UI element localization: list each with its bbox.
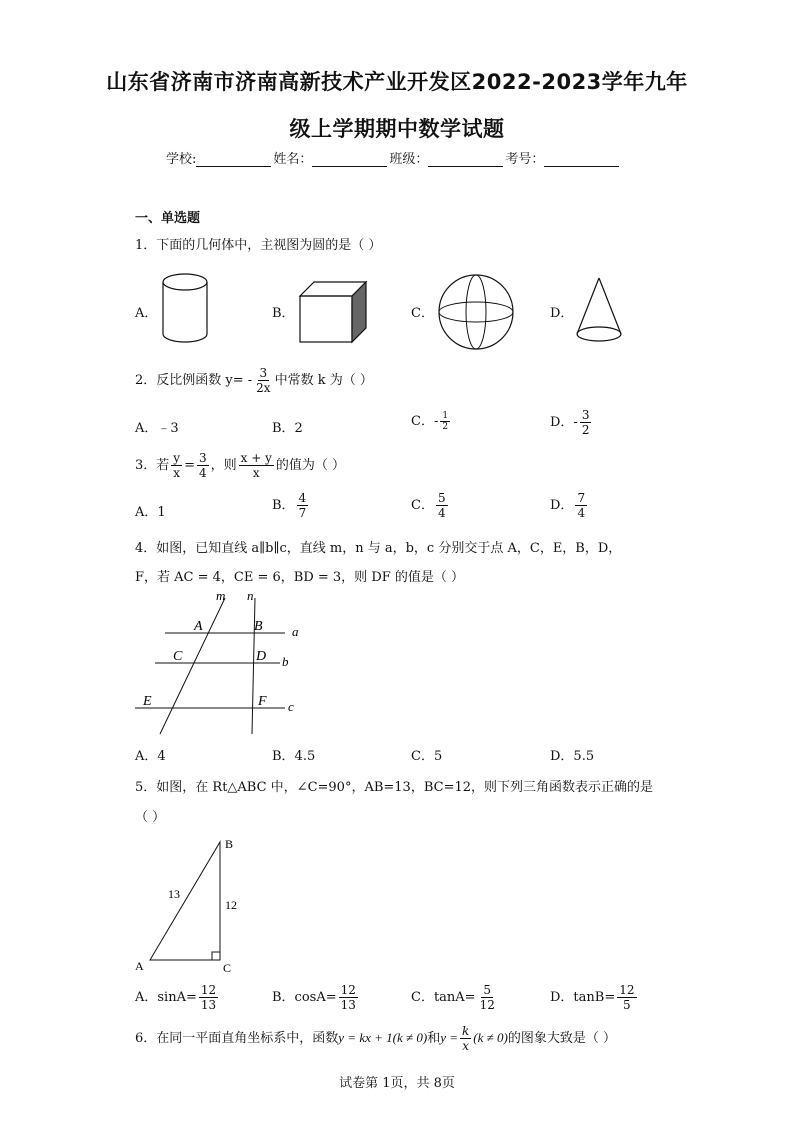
student-info-line (166, 148, 621, 167)
question-5-line2: （ ） (135, 810, 166, 825)
q2-suffix: 中常数 k 为（ ） (274, 373, 373, 388)
exam-number-blank (544, 154, 619, 167)
vertex-C: C (223, 961, 232, 975)
q2-c-den: 2 (442, 422, 449, 432)
q5-option-c-label: C．tanA= (411, 990, 476, 1005)
q5-c-den: 12 (479, 998, 495, 1012)
q6-f2-den: x (462, 1039, 470, 1053)
question-2-stem (135, 366, 373, 395)
right-triangle-figure (130, 832, 250, 977)
q3-f1-den: x (173, 466, 181, 480)
q3-b-frac (297, 491, 309, 520)
side-AB-length: 13 (168, 887, 180, 901)
q5-c-frac (478, 983, 497, 1012)
q2-frac-num: 3 (259, 366, 268, 380)
q2-option-b: B．2 (272, 421, 303, 436)
q5-a-num: 12 (200, 983, 217, 997)
point-C: C (173, 649, 183, 664)
q5-option-d (550, 983, 639, 1012)
question-5-line1: 5．如图，在 Rt△ABC 中，∠C=90°，AB=13，BC=12，则下列三角函数表示正确的是 (135, 780, 654, 795)
q3-b-den: 7 (298, 506, 307, 520)
cylinder-figure (160, 272, 210, 347)
q3-frac-3 (239, 451, 274, 480)
parallel-lines-figure (130, 588, 310, 738)
q1-option-a-label: A． (135, 306, 158, 321)
q3-f2-num: 3 (198, 451, 207, 465)
vertex-B: B (225, 837, 234, 851)
q3-f3-num: x + y (240, 451, 272, 465)
q6-f2-cond: (k ≠ 0) (473, 1030, 508, 1045)
point-E: E (143, 694, 152, 709)
q2-option-d (550, 408, 593, 437)
q5-b-den: 13 (340, 998, 356, 1012)
q4-option-b: B．4.5 (272, 749, 316, 764)
q2-fraction (254, 366, 272, 395)
q6-f2-lhs: y = (440, 1030, 459, 1045)
q3-d-num: 7 (577, 491, 586, 505)
q3-f2-den: 4 (198, 466, 207, 480)
q3-c-den: 4 (437, 506, 446, 520)
q2-option-d-label: D．- (550, 415, 578, 430)
q5-b-frac (339, 983, 358, 1012)
q3-eq: = (184, 458, 195, 473)
q3-option-c (411, 491, 450, 520)
q5-d-frac (617, 983, 636, 1012)
q2-prefix: 2．反比例函数 y= - (135, 373, 253, 388)
q2-c-num: 1 (442, 411, 449, 421)
class-label: 班级： (389, 152, 429, 167)
exam-title-line2: 级上学期期中数学试题 (289, 117, 505, 141)
point-F: F (258, 694, 267, 709)
q2-option-a: A．﹣3 (135, 421, 179, 436)
q6-linear-function: y = kx + 1(k ≠ 0) (338, 1030, 428, 1045)
q3-option-c-label: C． (411, 498, 434, 513)
q4-option-c: C．5 (411, 749, 443, 764)
q3-c-frac (436, 491, 448, 520)
q5-option-d-label: D．tanB= (550, 990, 616, 1005)
point-A: A (194, 619, 203, 634)
exam-title-line1: 山东省济南市济南高新技术产业开发区2022-2023学年九年 (106, 70, 688, 94)
q2-option-d-frac (580, 408, 592, 437)
q6-suffix: 的图象大致是（ ） (507, 1031, 617, 1046)
q3-option-d-label: D． (550, 498, 574, 513)
q3-f3-den: x (252, 466, 260, 480)
school-label: 学校: (166, 152, 197, 167)
q5-d-num: 12 (619, 983, 635, 997)
vertex-A: A (135, 959, 144, 973)
q5-option-a (135, 983, 220, 1012)
q5-b-num: 12 (340, 983, 356, 997)
point-D: D (256, 649, 267, 664)
question-6-stem (135, 1024, 616, 1053)
q3-frac-1 (171, 451, 182, 480)
name-label: 姓名： (273, 152, 313, 167)
q6-and: 和 (427, 1031, 441, 1046)
q3-option-b-label: B． (272, 498, 295, 513)
q5-option-b (272, 983, 360, 1012)
section-heading: 一、单选题 (135, 211, 201, 226)
q5-a-frac (199, 983, 218, 1012)
question-4-line1: 4．如图，已知直线 a∥b∥c，直线 m，n 与 a，b，c 分别交于点 A，C，E，B，D， (135, 541, 622, 556)
class-blank (428, 154, 503, 167)
q5-d-den: 5 (623, 998, 631, 1012)
q4-option-a: A．4 (135, 749, 166, 764)
q5-a-den: 13 (200, 998, 217, 1012)
q5-option-c (411, 983, 499, 1012)
q3-b-num: 4 (298, 491, 307, 505)
q1-option-c-label: C． (411, 306, 434, 321)
q3-option-a: A．1 (135, 505, 166, 520)
label-a: a (292, 624, 299, 639)
q5-option-b-label: B．cosA= (272, 990, 337, 1005)
q2-d-num: 3 (581, 408, 590, 422)
q5-option-a-label: A．sinA= (135, 990, 197, 1005)
name-blank (312, 154, 387, 167)
q1-option-d-label: D． (550, 306, 574, 321)
cone-figure (574, 276, 624, 346)
q3-option-b (272, 491, 310, 520)
q3-c-num: 5 (437, 491, 446, 505)
question-3-stem (135, 451, 345, 480)
q5-c-num: 5 (483, 983, 492, 997)
q3-d-den: 4 (577, 506, 586, 520)
q2-option-c-label: C．- (411, 414, 439, 429)
q3-suffix: 的值为（ ） (275, 458, 345, 473)
label-b: b (282, 654, 289, 669)
q3-option-d (550, 491, 589, 520)
question-4-line2: F，若 AC = 4，CE = 6，BD = 3，则 DF 的值是（ ） (135, 570, 465, 585)
q3-frac-2 (197, 451, 209, 480)
q2-option-c-frac (440, 411, 450, 432)
q6-f2-num: k (462, 1024, 470, 1038)
sphere-figure (436, 272, 516, 352)
q3-d-frac (575, 491, 587, 520)
label-c: c (288, 699, 294, 714)
q3-prefix: 3．若 (135, 458, 170, 473)
question-1-stem: 1．下面的几何体中，主视图为圆的是（ ） (135, 238, 382, 253)
side-BC-length: 12 (225, 898, 237, 912)
page-footer: 试卷第 1页，共 8页 (339, 1076, 455, 1091)
q4-option-d: D．5.5 (550, 749, 595, 764)
exam-number-label: 考号： (505, 152, 545, 167)
point-B: B (254, 619, 263, 634)
q3-mid: ，则 (210, 458, 237, 473)
cube-figure (298, 280, 370, 346)
q1-option-b-label: B． (272, 306, 295, 321)
school-blank (196, 154, 271, 167)
q3-f1-num: y (173, 451, 181, 465)
q2-d-den: 2 (581, 423, 590, 437)
q6-f2-frac (460, 1024, 471, 1053)
label-n: n (247, 588, 254, 603)
q2-frac-den: 2x (256, 381, 271, 395)
q6-prefix: 6．在同一平面直角坐标系中，函数 (135, 1031, 339, 1046)
label-m: m (216, 588, 226, 603)
q2-option-c (411, 410, 452, 432)
